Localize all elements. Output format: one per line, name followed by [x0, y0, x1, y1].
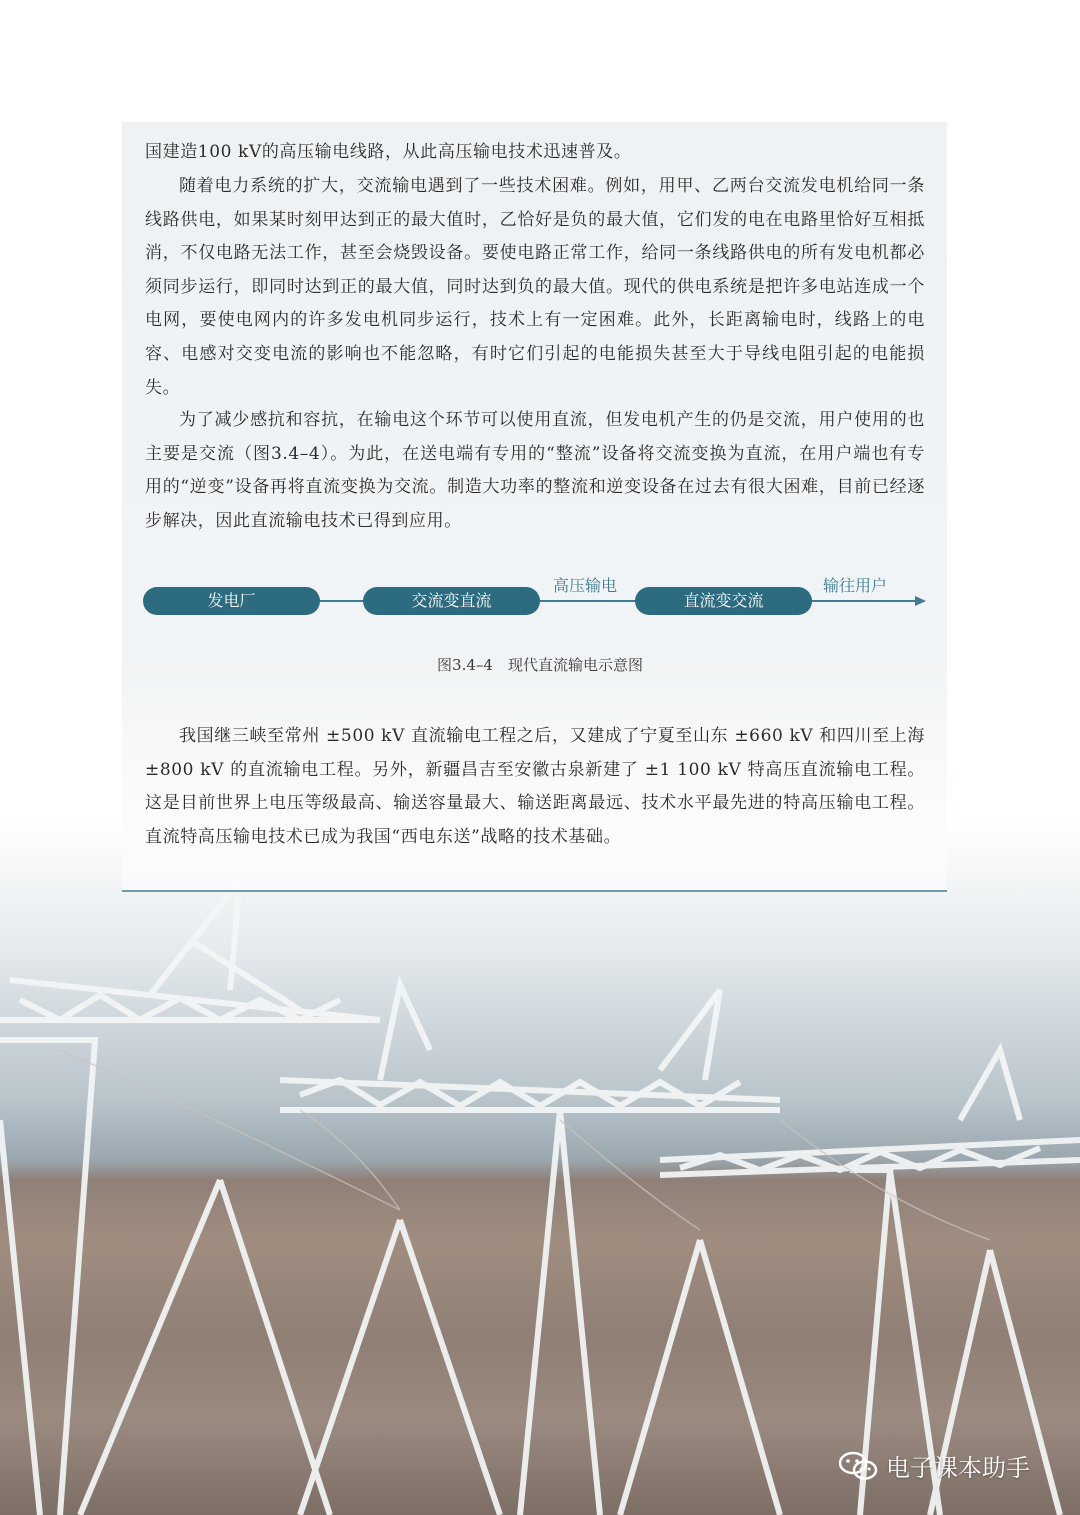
connector-line-3	[810, 600, 916, 602]
wechat-icon	[838, 1451, 878, 1481]
paragraph-1: 国建造100 kV的高压输电线路，从此高压输电技术迅速普及。	[145, 142, 632, 162]
watermark-text: 电子课本助手	[886, 1454, 1030, 1482]
paragraph-2: 随着电力系统的扩大，交流输电遇到了一些技术困难。例如，用甲、乙两台交流发电机给同一条线路供电，如果某时刻甲达到正的最大值时，乙恰好是负的最大值，它们发的电在电路里恰好互相抵消，不仅电路无法工作，甚至会烧毁设备。要使电路正常工作，给同一条线路供电的所有发电机都必须同步运行，即同时达到正的最大值，同时达到负的最大值。现代的供电系统是把许多电站连成一个电网，要使电网内的许多发电机同步运行，技术上有一定困难。此外，长距离输电时，线路上的电容、电感对交变电流的影响也不能忽略，有时它们引起的电能损失甚至大于导线电阻引起的电能损失。	[145, 176, 925, 398]
label-hv-transmission: 高压输电	[553, 576, 618, 595]
connector-line-1	[320, 600, 366, 602]
box-ac-to-dc: 交流变直流	[363, 587, 540, 615]
box-dc-to-ac: 直流变交流	[635, 587, 812, 615]
paragraph-4: 我国继三峡至常州 ±500 kV 直流输电工程之后，又建成了宁夏至山东 ±660 kV 和四川至上海 ±800 kV 的直流输电工程。另外，新疆昌吉至安徽古泉新建了 ±1 100 kV 特高压直流输电工程。这是目前世界上电压等级最高、输送容量最大、输送距离最远、技术水平最先进的特高压输电工程。直流特高压输电技术已成为我国“西电东送”战略的技术基础。	[145, 726, 925, 847]
transmission-towers-photo	[0, 820, 1080, 1515]
watermark	[838, 1448, 1030, 1483]
paragraph-3: 为了减少感抗和容抗，在输电这个环节可以使用直流，但发电机产生的仍是交流，用户使用的也主要是交流（图3.4–4）。为此，在送电端有专用的“整流”设备将交流变换为直流，在用户端也有专用的“逆变”设备再将直流变换为交流。制造大功率的整流和逆变设备在过去有很大困难，目前已经逐步解决，因此直流输电技术已得到应用。	[145, 410, 925, 531]
connector-line-2	[540, 600, 636, 602]
tower-illustration	[0, 820, 1080, 1515]
label-to-users: 输往用户	[823, 576, 888, 595]
arrow-head	[915, 596, 926, 606]
divider-rule	[122, 890, 947, 892]
box-power-plant: 发电厂	[143, 587, 320, 615]
figure-caption: 图3.4–4 现代直流输电示意图	[437, 656, 643, 674]
